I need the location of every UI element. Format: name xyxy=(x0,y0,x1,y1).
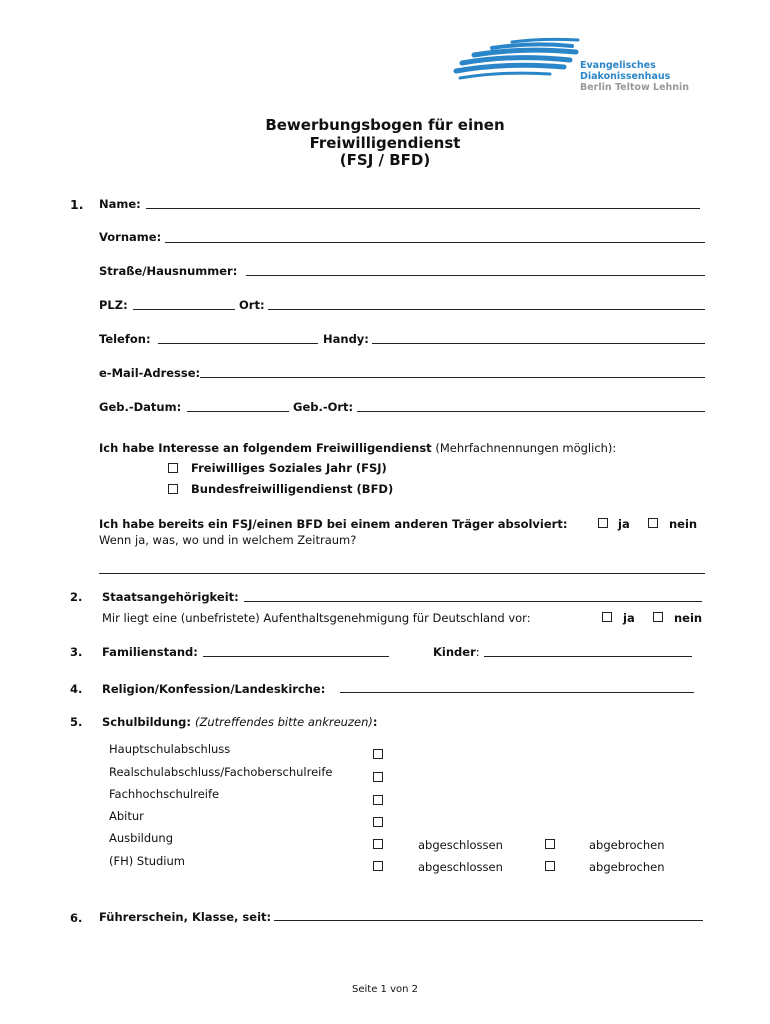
studium-abgeschlossen-checkbox[interactable] xyxy=(373,861,383,871)
previous-nein-label: nein xyxy=(669,517,698,531)
previous-nein-checkbox[interactable] xyxy=(648,518,658,528)
handy-label: Handy: xyxy=(323,332,369,346)
gebdatum-label: Geb.-Datum: xyxy=(99,400,182,414)
logo-text xyxy=(580,60,689,93)
kinder-label: Kinder xyxy=(433,645,476,659)
previous-ja-label: ja xyxy=(618,517,630,531)
previous-ja-checkbox[interactable] xyxy=(598,518,608,528)
schulbildung-hint: (Zutreffendes bitte ankreuzen) xyxy=(194,715,373,729)
abitur-checkbox[interactable] xyxy=(373,817,383,827)
schulbildung-colon: : xyxy=(372,715,378,729)
gebort-label: Geb.-Ort: xyxy=(293,400,354,414)
permit-ja-checkbox[interactable] xyxy=(602,612,612,622)
title-line-2: Freiwilligendienst xyxy=(309,133,461,152)
email-field[interactable] xyxy=(200,377,705,378)
page-footer: Seite 1 von 2 xyxy=(352,984,418,995)
school-item: Ausbildung xyxy=(109,831,174,845)
realschule-checkbox[interactable] xyxy=(373,772,383,782)
email-label: e-Mail-Adresse: xyxy=(99,366,201,380)
fuehrerschein-label: Führerschein, Klasse, seit: xyxy=(99,910,272,924)
ausbildung-abgeschlossen-checkbox[interactable] xyxy=(373,839,383,849)
fsj-checkbox[interactable] xyxy=(168,463,178,473)
interest-label: Ich habe Interesse an folgendem Freiwilligendienst xyxy=(99,441,432,455)
logo-line-1: Evangelisches xyxy=(580,60,656,71)
permit-ja-label: ja xyxy=(623,611,635,625)
telefon-label: Telefon: xyxy=(99,332,151,346)
schulbildung-label: Schulbildung: xyxy=(102,715,191,729)
section-1-number: 1. xyxy=(70,197,84,212)
kinder-field[interactable] xyxy=(484,656,692,657)
ort-field[interactable] xyxy=(268,309,705,310)
telefon-field[interactable] xyxy=(158,343,318,344)
ort-label: Ort: xyxy=(239,298,265,312)
school-item: Realschulabschluss/Fachoberschulreife xyxy=(109,765,333,779)
previous-details-question: Wenn ja, was, wo und in welchem Zeitraum? xyxy=(99,533,357,547)
page-title xyxy=(0,117,770,170)
staatsangehoerigkeit-field[interactable] xyxy=(244,601,702,602)
gebort-field[interactable] xyxy=(357,411,705,412)
kinder-colon: : xyxy=(475,645,480,659)
hauptschule-checkbox[interactable] xyxy=(373,749,383,759)
studium-abgebrochen-checkbox[interactable] xyxy=(545,861,555,871)
permit-nein-label: nein xyxy=(674,611,703,625)
familienstand-field[interactable] xyxy=(203,656,389,657)
fsj-label: Freiwilliges Soziales Jahr (FSJ) xyxy=(191,461,387,475)
schulbildung-heading xyxy=(102,715,377,729)
fuehrerschein-field[interactable] xyxy=(274,920,703,921)
handy-field[interactable] xyxy=(372,343,705,344)
bfd-checkbox[interactable] xyxy=(168,484,178,494)
interest-hint: (Mehrfachnennungen möglich): xyxy=(435,441,617,455)
ausbildung-abgebrochen-checkbox[interactable] xyxy=(545,839,555,849)
section-4-number: 4. xyxy=(70,682,83,696)
logo-line-3: Berlin Teltow Lehnin xyxy=(580,82,690,93)
plz-field[interactable] xyxy=(133,309,235,310)
school-item: Hauptschulabschluss xyxy=(109,742,231,756)
section-2-number: 2. xyxy=(70,590,83,604)
school-item: (FH) Studium xyxy=(109,854,185,868)
title-line-1: Bewerbungsbogen für einen xyxy=(265,116,505,134)
school-item: Fachhochschulreife xyxy=(109,787,220,801)
plz-label: PLZ: xyxy=(99,298,128,312)
logo-line-2: Diakonissenhaus xyxy=(580,71,671,82)
strasse-field[interactable] xyxy=(246,275,705,276)
fachhochschulreife-checkbox[interactable] xyxy=(373,795,383,805)
name-field[interactable] xyxy=(146,208,700,209)
vorname-field[interactable] xyxy=(165,242,705,243)
permit-nein-checkbox[interactable] xyxy=(653,612,663,622)
ausbildung-abgeschlossen-label: abgeschlossen xyxy=(418,838,503,852)
section-5-number: 5. xyxy=(70,715,83,729)
familienstand-label: Familienstand: xyxy=(102,645,198,659)
strasse-label: Straße/Hausnummer: xyxy=(99,264,238,278)
section-6-number: 6. xyxy=(70,911,83,925)
name-label: Name: xyxy=(99,197,141,211)
logo-swoosh xyxy=(452,36,582,86)
kinder-label-group xyxy=(433,645,480,659)
section-3-number: 3. xyxy=(70,645,83,659)
permit-question: Mir liegt eine (unbefristete) Aufenthaltsgenehmigung für Deutschland vor: xyxy=(102,611,531,625)
school-item: Abitur xyxy=(109,809,144,823)
studium-abgebrochen-label: abgebrochen xyxy=(589,860,665,874)
staatsangehoerigkeit-label: Staatsangehörigkeit: xyxy=(102,590,239,604)
gebdatum-field[interactable] xyxy=(187,411,289,412)
bfd-label: Bundesfreiwilligendienst (BFD) xyxy=(191,482,394,496)
ausbildung-abgebrochen-label: abgebrochen xyxy=(589,838,665,852)
studium-abgeschlossen-label: abgeschlossen xyxy=(418,860,503,874)
religion-label: Religion/Konfession/Landeskirche: xyxy=(102,682,326,696)
vorname-label: Vorname: xyxy=(99,230,162,244)
title-line-3: (FSJ / BFD) xyxy=(339,151,431,169)
previous-service-question: Ich habe bereits ein FSJ/einen BFD bei einem anderen Träger absolviert: xyxy=(99,517,568,531)
previous-details-field[interactable] xyxy=(99,573,705,574)
religion-field[interactable] xyxy=(340,692,694,693)
interest-question xyxy=(99,441,616,455)
